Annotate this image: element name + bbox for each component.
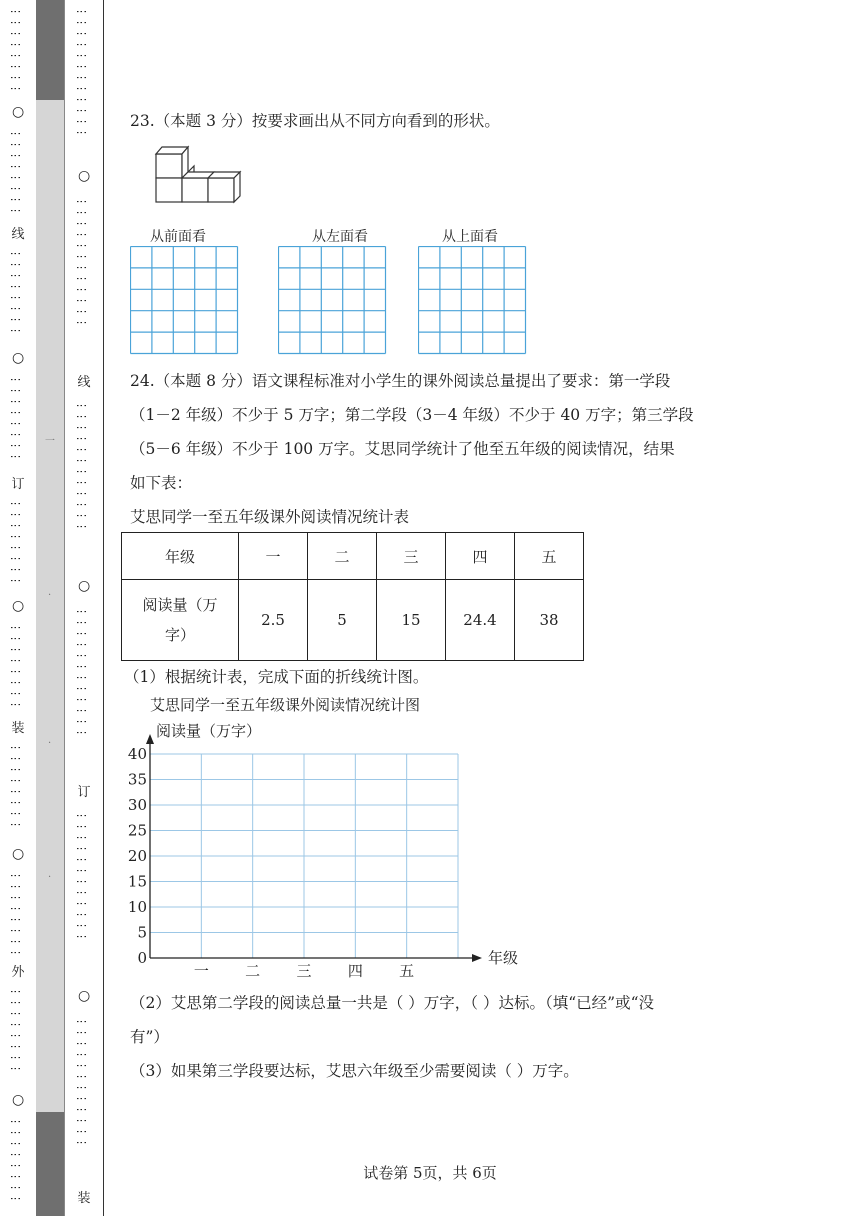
x-tick-label: 四 bbox=[347, 962, 363, 980]
binding-hole-icon: ○ bbox=[12, 598, 25, 614]
binding-hole-icon: ○ bbox=[12, 350, 25, 366]
dotted-line: ⋮⋮⋮⋮⋮⋮⋮⋮⋮⋮⋮⋮ bbox=[75, 1016, 88, 1148]
binding-strip-inner bbox=[64, 0, 104, 1216]
cube-figure bbox=[150, 142, 246, 206]
grid-top-view[interactable] bbox=[418, 246, 528, 356]
q24-para: 24.（本题 8 分）语文课程标准对小学生的课外阅读总量提出了要求：第一学段 bbox=[130, 372, 671, 390]
y-axis-arrow-icon bbox=[146, 734, 154, 744]
binding-hole-icon: ○ bbox=[12, 846, 25, 862]
q24-para: （1－2 年级）不少于 5 万字；第二学段（3－4 年级）不少于 40 万字；第三学段 bbox=[130, 406, 694, 424]
q24-sub2-cont: 有”） bbox=[130, 1028, 169, 1046]
binding-hole-icon: ○ bbox=[78, 578, 91, 594]
y-tick-label: 30 bbox=[127, 796, 147, 814]
x-tick-label: 三 bbox=[296, 962, 312, 980]
q24-sub1: （1）根据统计表，完成下面的折线统计图。 bbox=[124, 668, 429, 686]
q23-text: 23.（本题 3 分）按要求画出从不同方向看到的形状。 bbox=[130, 112, 500, 130]
y-tick-label: 20 bbox=[127, 847, 147, 865]
row-label-line: 字） bbox=[164, 626, 195, 644]
binding-strip-gray bbox=[36, 0, 64, 1216]
binding-char: 订 bbox=[11, 477, 25, 492]
y-tick-label: 15 bbox=[127, 872, 147, 891]
y-tick-label: 35 bbox=[127, 770, 147, 789]
binding-strip-outer bbox=[0, 0, 36, 1216]
table-header-cell: 三 bbox=[377, 533, 446, 580]
chart-xlabel: 年级 bbox=[488, 949, 519, 967]
gray-mark: · bbox=[48, 590, 52, 601]
grid-front-view[interactable] bbox=[130, 246, 240, 356]
table-cell: 2.5 bbox=[239, 580, 308, 661]
binding-char: 装 bbox=[77, 1191, 91, 1206]
y-tick-label: 5 bbox=[137, 923, 147, 942]
row-label-line: 阅读量（万 bbox=[142, 596, 218, 614]
y-tick-label: 40 bbox=[127, 745, 147, 763]
dotted-line: ⋮⋮⋮⋮⋮⋮⋮⋮ bbox=[9, 742, 22, 830]
gray-mark: 一 bbox=[45, 436, 55, 447]
binding-hole-icon: ○ bbox=[12, 1092, 25, 1108]
q24-para: 如下表： bbox=[130, 474, 193, 492]
dotted-line: ⋮⋮⋮⋮⋮⋮⋮⋮⋮⋮⋮⋮ bbox=[75, 196, 88, 328]
table-header-cell: 一 bbox=[239, 533, 308, 580]
y-tick-label: 0 bbox=[137, 949, 147, 967]
view-label-front: 从前面看 bbox=[150, 229, 206, 245]
gray-band-top bbox=[36, 0, 64, 100]
dotted-line: ⋮⋮⋮⋮⋮⋮⋮⋮ bbox=[9, 870, 22, 958]
binding-char: 外 bbox=[11, 965, 25, 980]
y-tick-label: 10 bbox=[127, 898, 147, 916]
table-header-cell: 五 bbox=[515, 533, 584, 580]
x-tick-label: 五 bbox=[399, 962, 415, 980]
binding-hole-icon: ○ bbox=[78, 168, 91, 184]
gray-mark: · bbox=[48, 738, 52, 749]
binding-char: 线 bbox=[11, 227, 25, 242]
q24-sub2: （2）艾思第二学段的阅读总量一共是（ ）万字，（ ）达标。（填“已经”或“没 bbox=[130, 994, 654, 1012]
binding-hole-icon: ○ bbox=[78, 988, 91, 1004]
q24-para: （5－6 年级）不少于 100 万字。艾思同学统计了他至五年级的阅读情况，结果 bbox=[130, 440, 675, 458]
table-cell: 5 bbox=[308, 580, 377, 661]
binding-char: 装 bbox=[11, 721, 25, 736]
row-label-cell bbox=[122, 580, 239, 661]
table-cell: 38 bbox=[515, 580, 584, 661]
view-label-left: 从左面看 bbox=[312, 229, 368, 245]
dotted-line: ⋮⋮⋮⋮⋮⋮⋮⋮ bbox=[9, 248, 22, 336]
line-chart[interactable] bbox=[120, 718, 540, 980]
reading-stat-table bbox=[121, 532, 584, 661]
chart-title: 艾思同学一至五年级课外阅读情况统计图 bbox=[150, 696, 421, 714]
table-header-cell: 二 bbox=[308, 533, 377, 580]
dotted-line: ⋮⋮⋮⋮⋮⋮⋮⋮ bbox=[9, 622, 22, 710]
page-footer: 试卷第 5页，共 6页 bbox=[363, 1164, 497, 1182]
binding-hole-icon: ○ bbox=[12, 104, 25, 120]
dotted-line: ⋮⋮⋮⋮⋮⋮⋮⋮ bbox=[9, 128, 22, 216]
table-header-cell: 四 bbox=[446, 533, 515, 580]
dotted-line: ⋮⋮⋮⋮⋮⋮⋮⋮ bbox=[9, 986, 22, 1074]
table-header-cell: 年级 bbox=[122, 533, 239, 580]
dotted-line: ⋮⋮⋮⋮⋮⋮⋮⋮⋮⋮⋮⋮ bbox=[75, 606, 88, 738]
table-title: 艾思同学一至五年级课外阅读情况统计表 bbox=[130, 508, 410, 526]
dotted-line: ⋮⋮⋮⋮⋮⋮⋮⋮⋮⋮⋮⋮ bbox=[75, 6, 88, 138]
table-cell: 15 bbox=[377, 580, 446, 661]
x-axis-arrow-icon bbox=[472, 954, 482, 962]
grid-left-view[interactable] bbox=[278, 246, 388, 356]
dotted-line: ⋮⋮⋮⋮⋮⋮⋮⋮ bbox=[9, 498, 22, 586]
dotted-line: ⋮⋮⋮⋮⋮⋮⋮⋮ bbox=[9, 1116, 22, 1204]
dotted-line: ⋮⋮⋮⋮⋮⋮⋮⋮ bbox=[9, 374, 22, 462]
y-tick-label: 25 bbox=[127, 821, 147, 840]
chart-ylabel: 阅读量（万字） bbox=[156, 722, 262, 740]
dotted-line: ⋮⋮⋮⋮⋮⋮⋮⋮⋮⋮⋮⋮ bbox=[75, 810, 88, 942]
dotted-line: ⋮⋮⋮⋮⋮⋮⋮⋮⋮⋮⋮⋮ bbox=[75, 400, 88, 532]
q24-sub3: （3）如果第三学段要达标，艾思六年级至少需要阅读（ ）万字。 bbox=[130, 1062, 579, 1080]
dotted-line: ⋮⋮⋮⋮⋮⋮⋮⋮ bbox=[9, 6, 22, 94]
x-tick-label: 二 bbox=[245, 962, 261, 980]
binding-char: 线 bbox=[77, 375, 91, 390]
x-tick-label: 一 bbox=[193, 962, 209, 980]
table-header-row bbox=[122, 533, 584, 580]
table-row bbox=[122, 580, 584, 661]
view-label-top: 从上面看 bbox=[442, 229, 498, 245]
table-cell: 24.4 bbox=[446, 580, 515, 661]
binding-char: 订 bbox=[77, 785, 91, 800]
gray-mark: · bbox=[48, 872, 52, 883]
